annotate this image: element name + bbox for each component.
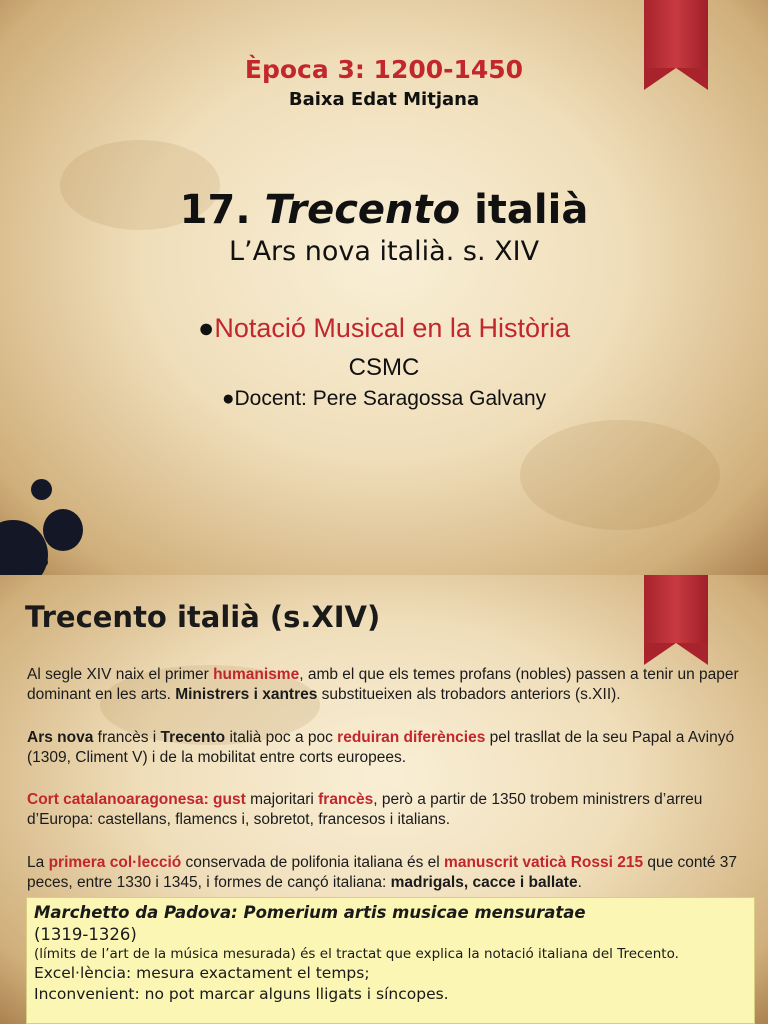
title-number: 17. xyxy=(179,187,251,233)
teacher-name: Docent: Pere Saragossa Galvany xyxy=(234,387,547,410)
note-description: (límits de l’art de la música mesurada) és el tractat que explica la notació italiana del Trecento. xyxy=(34,946,679,962)
bullet-icon: ● xyxy=(198,313,215,343)
course-line xyxy=(0,313,768,344)
note-advantage: Excel·lència: mesura exactament el temps; xyxy=(34,964,370,982)
title-rest: italià xyxy=(474,187,589,233)
treatise-note xyxy=(26,897,755,1024)
slide-heading: Trecento italià (s.XIV) xyxy=(25,600,381,634)
note-drawback: Inconvenient: no pot marcar alguns lligats i síncopes. xyxy=(34,985,449,1003)
bullet-icon: ● xyxy=(221,387,235,410)
slide-subtitle: L’Ars nova italià. s. XIV xyxy=(228,236,540,267)
teacher-line xyxy=(0,387,768,411)
title-italic: Trecento xyxy=(264,187,461,233)
epoch-label: Època 3: 1200-1450 xyxy=(244,55,524,84)
paragraph-court: Cort catalanoaragonesa: gust majoritari francès, però a partir de 1350 trobem ministrers d’arreu d’Europa: castellans, flamencs i, sobretot, francesos i italians. xyxy=(27,791,703,828)
note-title: Marchetto da Padova: Pomerium artis musicae mensuratae xyxy=(34,903,586,922)
paragraph-collection: La primera col·lecció conservada de polifonia italiana és el manuscrit vaticà Rossi 215 que conté 37 peces, entre 1330 i 1345, i formes de cançó italiana: madrigals, cacce i ballate. xyxy=(27,854,738,891)
bookmark-ribbon-icon xyxy=(644,575,708,643)
slide-title xyxy=(0,187,768,233)
paragraph-humanism: Al segle XIV naix el primer humanisme, amb el que els temes profans (nobles) passen a tenir un paper dominant en les arts. Ministrers i xantres substitueixen als trobadors anteriors (s.XII). xyxy=(27,666,739,703)
period-label: Baixa Edat Mitjana xyxy=(288,89,480,110)
course-name: Notació Musical en la Història xyxy=(214,313,570,343)
paragraph-ars-nova: Ars nova francès i Trecento italià poc a poc reduiran diferències pel trasllat de la seu Papal a Avinyó (1309, Climent V) i de la mobilitat entre corts europees. xyxy=(27,729,735,766)
school-name: CSMC xyxy=(348,354,420,381)
paper-stain xyxy=(520,420,720,530)
note-dates: (1319-1326) xyxy=(34,925,137,944)
